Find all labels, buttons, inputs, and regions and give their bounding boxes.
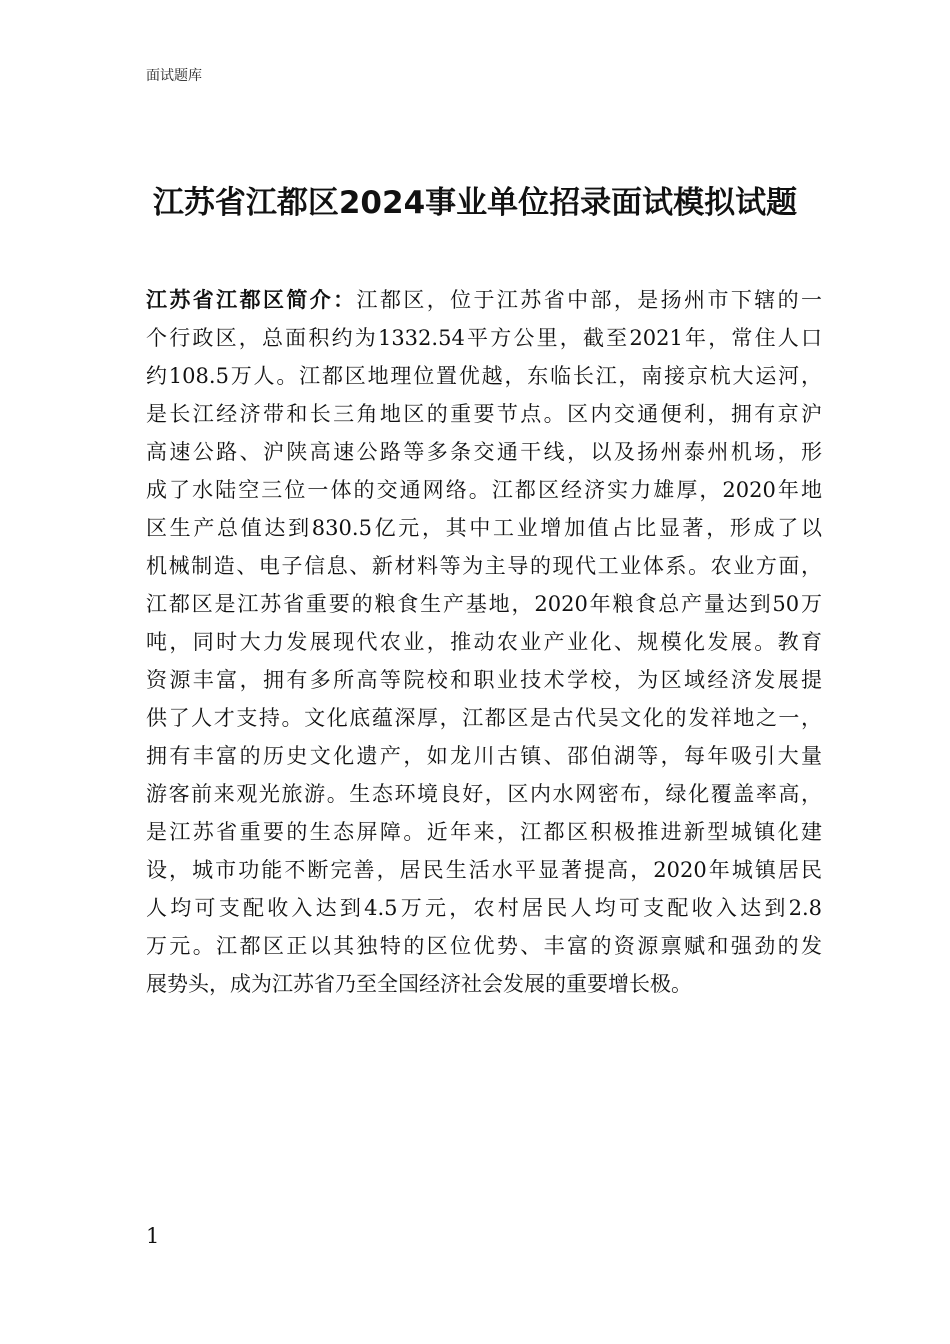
body-line: 江都区是江苏省重要的粮食生产基地，2020年粮食总产量达到50万 xyxy=(146,592,822,616)
body-line: 设，城市功能不断完善，居民生活水平显著提高，2020年城镇居民 xyxy=(146,858,822,882)
body-line: 吨，同时大力发展现代农业，推动农业产业化、规模化发展。教育 xyxy=(146,630,822,654)
body-line: 个行政区，总面积约为1332.54平方公里，截至2021年，常住人口 xyxy=(146,326,822,350)
body-line: 展势头，成为江苏省乃至全国经济社会发展的重要增长极。 xyxy=(146,972,692,996)
intro-label: 江苏省江都区简介： xyxy=(146,288,357,312)
body-line: 是江苏省重要的生态屏障。近年来，江都区积极推进新型城镇化建 xyxy=(146,820,822,844)
body-line: 约108.5万人。江都区地理位置优越，东临长江，南接京杭大运河， xyxy=(146,364,822,388)
document-title: 江苏省江都区2024事业单位招录面试模拟试题 xyxy=(152,185,798,221)
body-line: 人均可支配收入达到4.5万元，农村居民人均可支配收入达到2.8 xyxy=(146,896,822,920)
body-line xyxy=(146,281,822,319)
body-line: 拥有丰富的历史文化遗产，如龙川古镇、邵伯湖等，每年吸引大量 xyxy=(146,744,822,768)
page-header: 面试题库 xyxy=(146,68,202,84)
body-line-text: 江都区，位于江苏省中部，是扬州市下辖的一 xyxy=(356,288,823,312)
body-line: 区生产总值达到830.5亿元，其中工业增加值占比显著，形成了以 xyxy=(146,516,822,540)
body-line: 高速公路、沪陕高速公路等多条交通干线，以及扬州泰州机场，形 xyxy=(146,440,822,464)
body-line: 供了人才支持。文化底蕴深厚，江都区是古代吴文化的发祥地之一， xyxy=(146,706,822,730)
body-line: 机械制造、电子信息、新材料等为主导的现代工业体系。农业方面， xyxy=(146,554,822,578)
body-line: 万元。江都区正以其独特的区位优势、丰富的资源禀赋和强劲的发 xyxy=(146,934,822,958)
body-line: 游客前来观光旅游。生态环境良好，区内水网密布，绿化覆盖率高， xyxy=(146,782,822,806)
body-line: 成了水陆空三位一体的交通网络。江都区经济实力雄厚，2020年地 xyxy=(146,478,822,502)
body-line: 是长江经济带和长三角地区的重要节点。区内交通便利，拥有京沪 xyxy=(146,402,822,426)
intro-paragraph xyxy=(146,281,822,1003)
body-line: 资源丰富，拥有多所高等院校和职业技术学校，为区域经济发展提 xyxy=(146,668,822,692)
page-number: 1 xyxy=(146,1224,160,1248)
